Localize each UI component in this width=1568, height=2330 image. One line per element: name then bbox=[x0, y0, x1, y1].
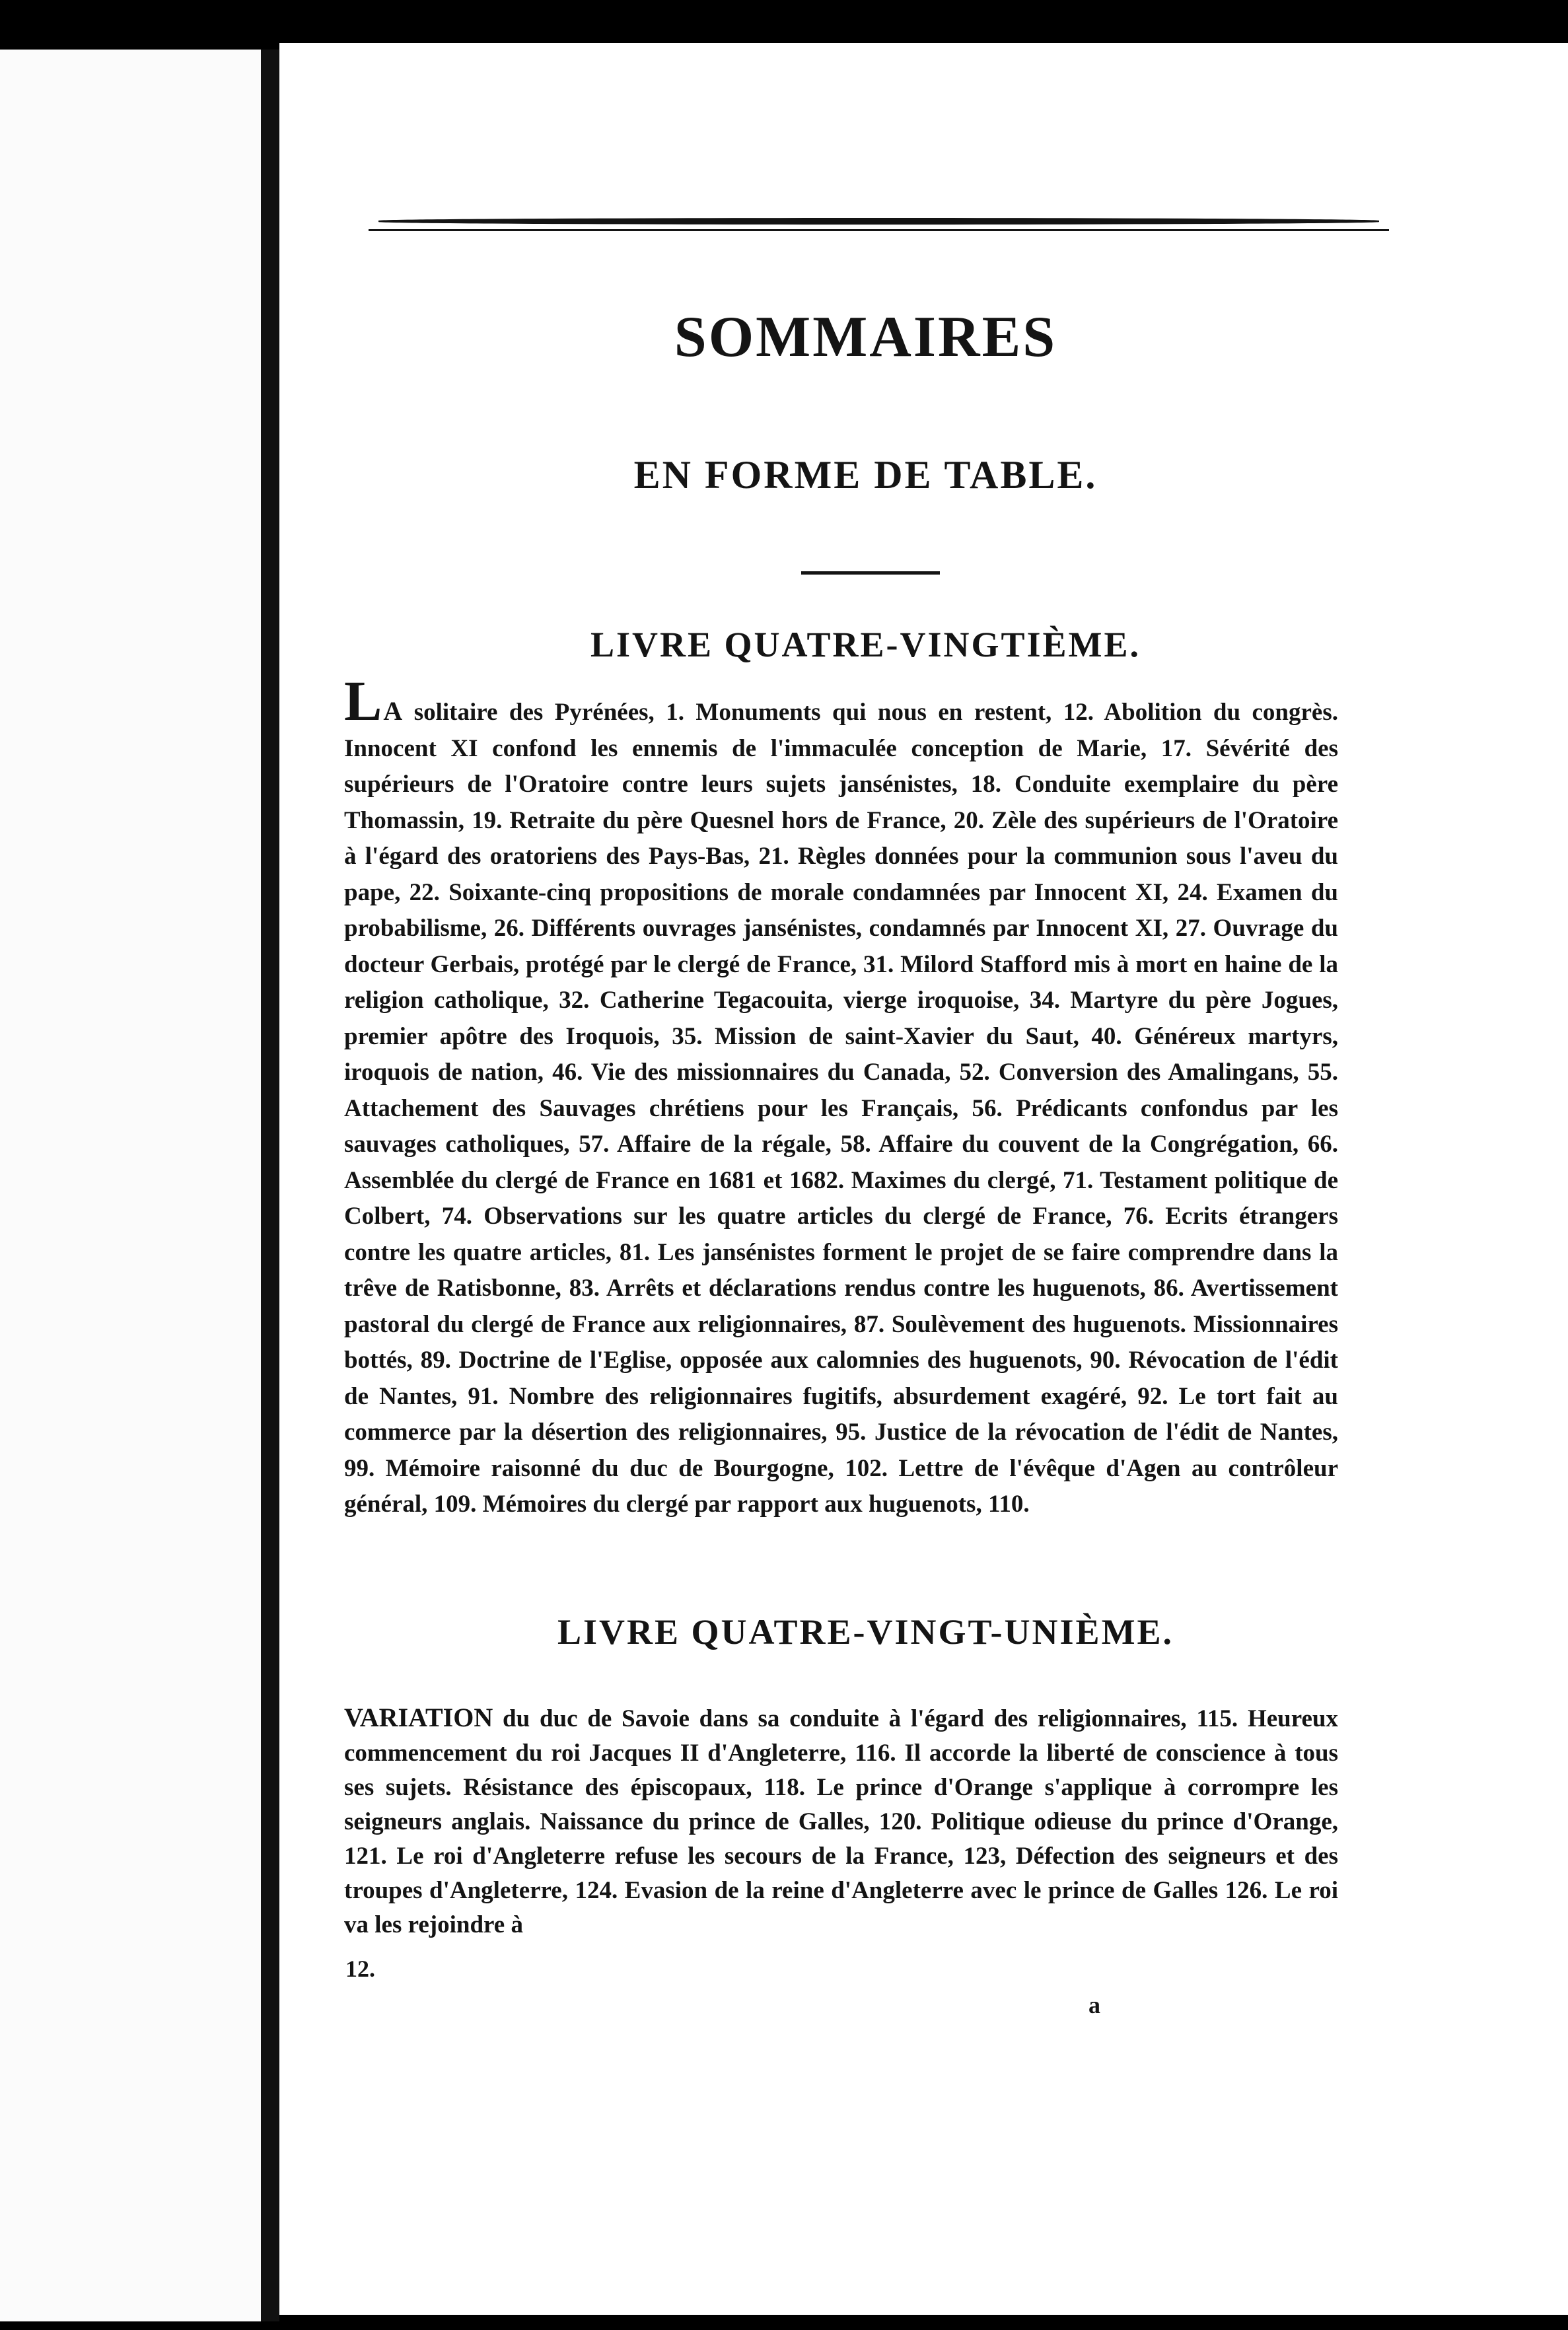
summary-text: du duc de Savoie dans sa conduite à l'égard des religionnaires, 115. Heureux commencement du roi Jacques II d'Angleterre, 116. Il accorde la liberté de conscience à tous ses sujets. Résistance des épiscopaux, 118. Le prince d'Orange s'applique à corrompre les seigneurs anglais. Naissance du prince de Galles, 120. Politique odieuse du prince d'Orange, 121. Le roi d'Angleterre refuse les secours de la France, 123, Défection des seigneurs et des troupes d'Angleterre, 124. Evasion de la reine d'Angleterre avec le prince de Galles 126. Le roi va les rejoindre à bbox=[344, 1705, 1338, 1938]
drop-cap: L bbox=[344, 669, 382, 732]
document-page bbox=[279, 43, 1568, 2315]
first-word-rest: A bbox=[383, 696, 403, 726]
page-subtitle: EN FORME DE TABLE. bbox=[633, 453, 1098, 497]
signature-mark: a bbox=[1088, 1992, 1100, 2018]
page-title: SOMMAIRES bbox=[674, 305, 1057, 369]
book-gutter bbox=[261, 50, 279, 2321]
top-thin-rule bbox=[369, 229, 1389, 231]
book-heading: LIVRE QUATRE-VINGT-UNIÈME. bbox=[557, 1612, 1174, 1652]
book-summary-paragraph bbox=[344, 669, 1338, 1523]
section-divider bbox=[801, 571, 940, 575]
first-word: VARIATION bbox=[344, 1703, 493, 1732]
book-summary-paragraph bbox=[344, 1701, 1338, 1942]
facing-page-edge bbox=[0, 50, 261, 2321]
summary-text: solitaire des Pyrénées, 1. Monuments qui nous en restent, 12. Abolition du congrès. Innocent XI confond les ennemis de l'immaculée conception de Marie, 17. Sévérité des supérieurs de l'Oratoire contre leurs sujets jansénistes, 18. Conduite exemplaire du père Thomassin, 19. Retraite du père Quesnel hors de France, 20. Zèle des supérieurs de l'Oratoire à l'égard des oratoriens des Pays-Bas, 21. Règles données pour la communion sous l'aveu du pape, 22. Soixante-cinq propositions de morale condamnées par Innocent XI, 24. Examen du probabilisme, 26. Différents ouvrages jansénistes, condamnés par Innocent XI, 27. Ouvrage du docteur Gerbais, protégé par le clergé de France, 31. Milord Stafford mis à mort en haine de la religion catholique, 32. Catherine Tegacouita, vierge iroquoise, 34. Martyre du père Jogues, premier apôtre des Iroquois, 35. Mission de saint-Xavier du Saut, 40. Généreux martyrs, iroquois de nation, 46. Vie des missionnaires du Canada, 52. Conversion des Amalingans, 55. Attachement des Sauvages chrétiens pour les Français, 56. Prédicants confondus par les sauvages catholiques, 57. Affaire de la régale, 58. Affaire du couvent de la Congrégation, 66. Assemblée du clergé de France en 1681 et 1682. Maximes du clergé, 71. Testament politique de Colbert, 74. Observations sur les quatre articles du clergé de France, 76. Ecrits étrangers contre les quatre articles, 81. Les jansénistes forment le projet de se faire comprendre dans la trêve de Ratisbonne, 83. Arrêts et déclarations rendus contre les huguenots, 86. Avertissement pastoral du clergé de France aux religionnaires, 87. Soulèvement des huguenots. Missionnaires bottés, 89. Doctrine de l'Eglise, opposée aux calomnies des huguenots, 90. Révocation de l'édit de Nantes, 91. Nombre des religionnaires fugitifs, absurdement exagéré, 92. Le tort fait au commerce par la désertion des religionnaires, 95. Justice de la révocation de l'édit de Nantes, 99. Mémoire raisonné du duc de Bourgogne, 102. Lettre de l'évêque d'Agen au contrôleur général, 109. Mémoires du clergé par rapport aux huguenots, 110. bbox=[344, 699, 1338, 1518]
book-heading: LIVRE QUATRE-VINGTIÈME. bbox=[590, 625, 1141, 664]
top-ornamental-rule bbox=[378, 218, 1379, 225]
volume-number: 12. bbox=[345, 1956, 375, 1982]
